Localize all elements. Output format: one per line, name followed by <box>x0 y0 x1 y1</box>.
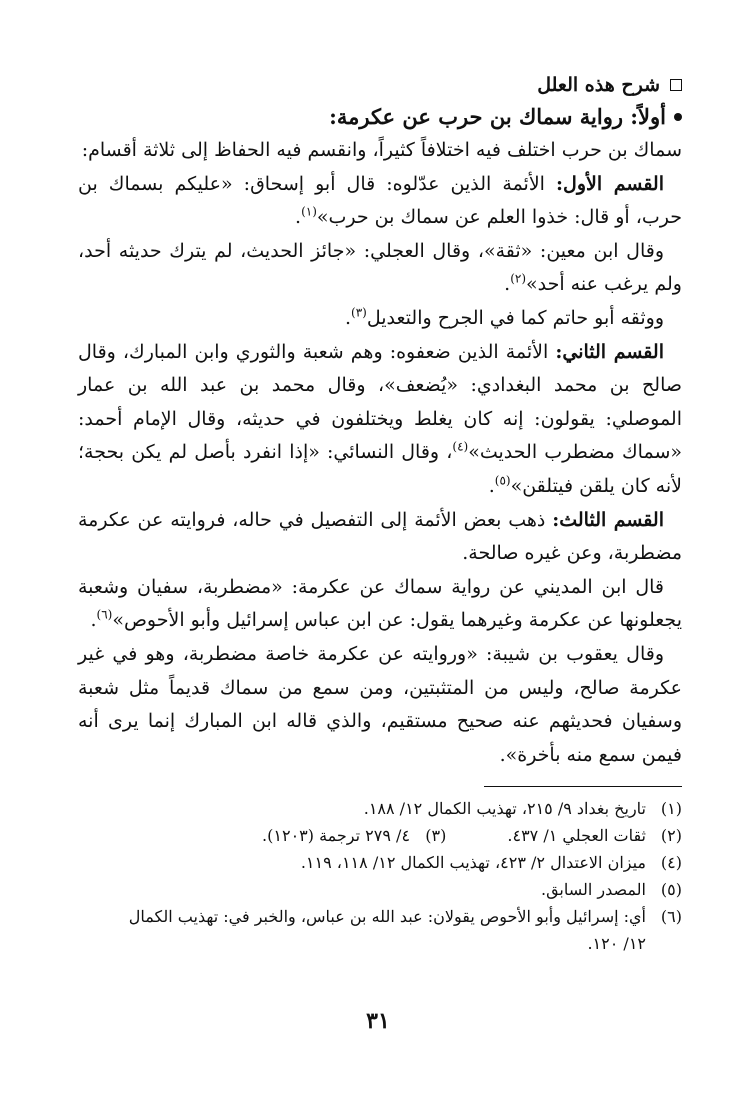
section-title: شرح هذه العلل <box>78 70 682 100</box>
footnote-divider <box>484 786 682 787</box>
bullet-icon <box>674 113 682 121</box>
paragraph-2: وقال ابن معين: «ثقة»، وقال العجلي: «جائز الحديث، لم يترك حديثه أحد، ولم يرغب عنه أحد»$^{(٢)}$. <box>78 239 682 296</box>
paragraph-5: وقال يعقوب بن شيبة: «وروايته عن عكرمة خاصة مضطربة، وهو في غير عكرمة صالح، وليس من المتثبتين، ومن سمع من سماك قديماً مثل شعبة وسفيان فحديثهم عنه صحيح مستقيم، والذي قاله ابن المبارك إنما يرى أنه فيمن سمع منه بأخرة». <box>78 642 682 766</box>
footnote-ref: (٢) <box>510 272 527 287</box>
footnote-ref: (١) <box>301 204 317 219</box>
q1-text: الأئمة الذين عدّلوه: قال أبو إسحاق: «عليكم بسماك بن حرب، أو قال: خذوا العلم عن سماك بن حرب» <box>78 172 682 229</box>
paragraph-3: ووثقه أبو حاتم كما في الجرح والتعديل$^{(٣)}$. <box>344 305 664 329</box>
footnotes <box>78 795 682 957</box>
intro-paragraph: سماك بن حرب اختلف فيه اختلافاً كثيراً، وانقسم فيه الحفاظ إلى ثلاثة أقسام: <box>81 139 682 161</box>
paragraph-q1: القسم الأول: الأئمة الذين عدّلوه: قال أبو إسحاق: «عليكم بسماك بن حرب، أو قال: خذوا العلم عن سماك بن حرب»$^{(١)}$. <box>78 172 682 229</box>
square-bullet-icon <box>670 79 682 91</box>
page-number: ٣١ <box>366 1008 390 1034</box>
footnote-item: (١) تاريخ بغداد ٩/ ٢١٥، تهذيب الكمال ١٢/ ١٨٨. <box>363 799 682 819</box>
footnote-item: (٦) أي: إسرائيل وأبو الأحوص يقولان: عبد الله بن عباس، والخبر في: تهذيب الكمال <box>128 907 682 927</box>
q3-label: القسم الثالث: <box>552 508 664 531</box>
q2-label: القسم الثاني: <box>555 340 664 363</box>
subheading: أولاً: رواية سماك بن حرب عن عكرمة: <box>78 100 682 134</box>
paragraph-q3: القسم الثالث: ذهب بعض الأئمة إلى التفصيل في حاله، فروايته عن عكرمة مضطربة، وعن غيره صالحة. <box>78 508 682 565</box>
footnote-item: (٥) المصدر السابق. <box>540 880 682 900</box>
page-body <box>78 70 682 957</box>
paragraph-q2: القسم الثاني: الأئمة الذين ضعفوه: وهم شعبة والثوري وابن المبارك، وقال صالح بن محمد البغدادي: «يُضعف»، وقال محمد بن عبد الله بن عمار الموصلي: يقولون: إنه كان يغلط ويختلفون في حديثه، وقال الإمام أحمد: «سماك مضطرب الحديث»$^{(٤)}$، وقال النسائي: «إذا انفرد بأصل لم يكن بحجة؛ لأنه كان يلقن فيتلقن»$^{(٥)}$. <box>78 340 682 497</box>
footnote-item: (٤) ميزان الاعتدال ٢/ ٤٢٣، تهذيب الكمال ١٢/ ١١٨، ١١٩. <box>300 853 682 873</box>
q1-label: القسم الأول: <box>556 172 664 195</box>
footnote-item: (٢) ثقات العجلي ١/ ٤٣٧. (٣) ٤/ ٢٧٩ ترجمة (١٢٠٣). <box>262 826 682 846</box>
footnote-continuation: ١٢/ ١٢٠. <box>587 934 646 954</box>
footnote-ref: (٥) <box>494 473 511 488</box>
footnote-ref: (٤) <box>452 440 469 455</box>
footnote-ref: (٣) <box>351 305 367 320</box>
footnote-ref: (٦) <box>96 607 113 622</box>
paragraph-4: قال ابن المديني عن رواية سماك عن عكرمة: «مضطربة، سفيان وشعبة يجعلونها عن عكرمة وغيرهما يقول: عن ابن عباس إسرائيل وأبو الأحوص»$^{(٦)}$. <box>78 575 682 632</box>
